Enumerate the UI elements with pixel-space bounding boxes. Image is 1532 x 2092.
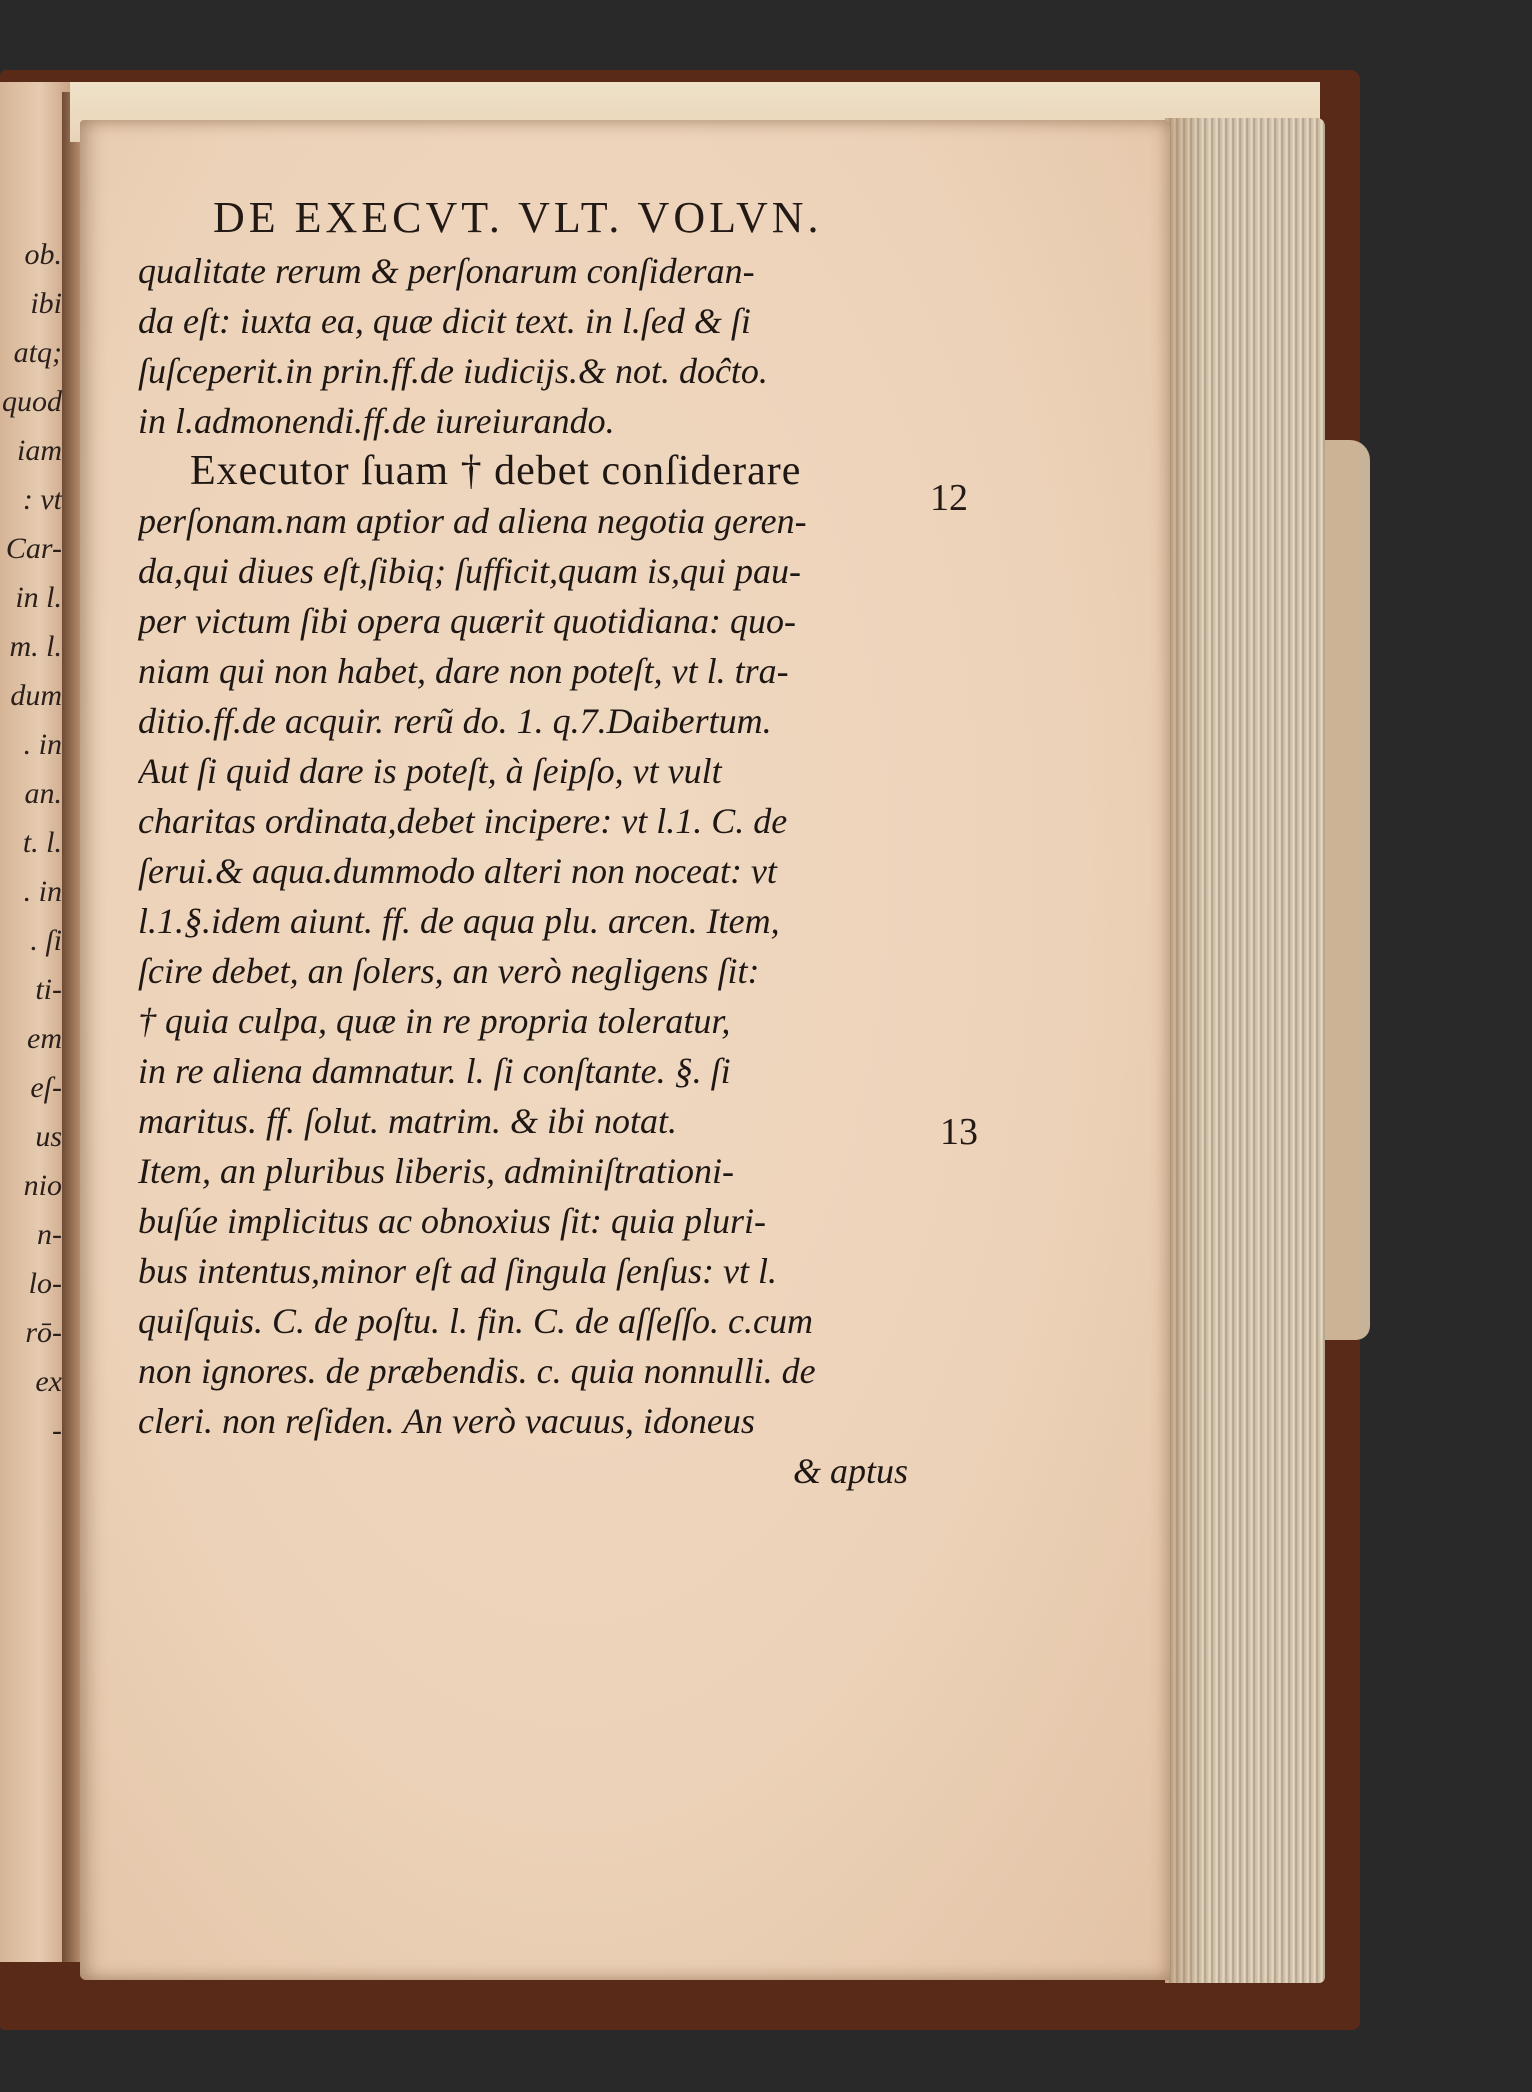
running-head: DE EXECVT. VLT. VOLVN. — [213, 193, 823, 242]
body-text — [138, 246, 918, 1496]
catchword-line: & aptus — [792, 1451, 908, 1491]
left-page-fragment: us — [35, 1120, 62, 1153]
left-page-fragment: eſ- — [30, 1071, 62, 1104]
left-page-fragment: ti- — [35, 973, 62, 1006]
text-line: l.1.§.idem aiunt. ff. de aqua plu. arcen. Item, — [138, 901, 780, 941]
left-page-fragment: in l. — [15, 581, 62, 614]
left-page-fragment: rō- — [25, 1316, 62, 1349]
text-line: ſerui.& aqua.dummodo alteri non noceat: vt — [138, 851, 777, 891]
text-line: buſúe implicitus ac obnoxius ſit: quia pluri- — [138, 1201, 766, 1241]
left-page-fragment: t. l. — [22, 826, 62, 859]
left-page-fragment: atq; — [13, 336, 62, 369]
text-line: per victum ſibi opera quærit quotidiana: quo- — [138, 601, 796, 641]
text-line: cleri. non reſiden. An verò vacuus, idoneus — [138, 1401, 755, 1441]
text-line: ſuſceperit.in prin.ff.de iudicijs.& not. doĉto. — [138, 351, 768, 391]
text-line: bus intentus,minor eſt ad ſingula ſenſus: vt l. — [138, 1251, 777, 1291]
text-line: in re aliena damnatur. l. ſi conſtante. §. ſi — [138, 1051, 731, 1091]
fore-edge-shadow — [1165, 118, 1205, 1983]
left-page-fragment: n- — [37, 1218, 62, 1251]
text-line: maritus. ff. ſolut. matrim. & ibi notat. — [138, 1101, 678, 1141]
left-page-fragment: an. — [24, 777, 62, 810]
left-page-fragment: em — [27, 1022, 62, 1055]
text-line: niam qui non habet, dare non poteſt, vt l. tra- — [138, 651, 789, 691]
left-page-fragment: dum — [10, 679, 62, 712]
text-line: qualitate rerum & perſonarum conſideran- — [138, 251, 755, 291]
left-page-fragment: . in — [23, 875, 62, 908]
text-line: perſonam.nam aptior ad aliena negotia geren- — [138, 501, 807, 541]
left-page-text-fragments — [0, 230, 64, 1455]
text-line: da,qui diues eſt,ſibiq; ſufficit,quam is,qui pau- — [138, 551, 801, 591]
text-line: ſcire debet, an ſolers, an verò negligens ſit: — [138, 951, 760, 991]
text-line: non ignores. de præbendis. c. quia nonnulli. de — [138, 1351, 816, 1391]
left-page-fragment: - — [52, 1414, 62, 1447]
left-page-fragment: ob. — [24, 238, 62, 271]
left-page-fragment: iam — [17, 434, 62, 467]
margin-number-13: 13 — [940, 1111, 978, 1153]
left-page-fragment: Car- — [5, 532, 62, 565]
left-page-fragment: lo- — [28, 1267, 62, 1300]
text-line: Item, an pluribus liberis, adminiſtrationi- — [138, 1151, 735, 1191]
text-line: da eſt: iuxta ea, quæ dicit text. in l.ſed & ſi — [138, 301, 751, 341]
torn-page-edge — [1320, 440, 1370, 1340]
left-page-fragment: . in — [23, 728, 62, 761]
left-page-fragment: ibi — [30, 287, 62, 320]
left-page-fragment: . ſi — [30, 924, 62, 957]
left-page-fragment: m. l. — [9, 630, 62, 663]
left-page-fragment: ex — [35, 1365, 62, 1398]
left-page-fragment: nio — [23, 1169, 62, 1202]
left-page-fragment: : vt — [22, 483, 62, 516]
text-line: ditio.ff.de acquir. rerũ do. 1. q.7.Daibertum. — [138, 701, 772, 741]
text-line: charitas ordinata,debet incipere: vt l.1. C. de — [138, 801, 788, 841]
margin-number-12: 12 — [930, 477, 968, 519]
text-line: Executor ſuam † debet conſiderare — [190, 448, 802, 494]
text-line: quiſquis. C. de poſtu. l. fin. C. de aſſeſſo. c.cum — [138, 1301, 813, 1341]
text-line: in l.admonendi.ff.de iureiurando. — [138, 401, 615, 441]
text-line: Aut ſi quid dare is poteſt, à ſeipſo, vt vult — [138, 751, 722, 791]
left-page-fragment: quod — [2, 385, 62, 418]
text-line: † quia culpa, quæ in re propria toleratur, — [138, 1001, 731, 1041]
